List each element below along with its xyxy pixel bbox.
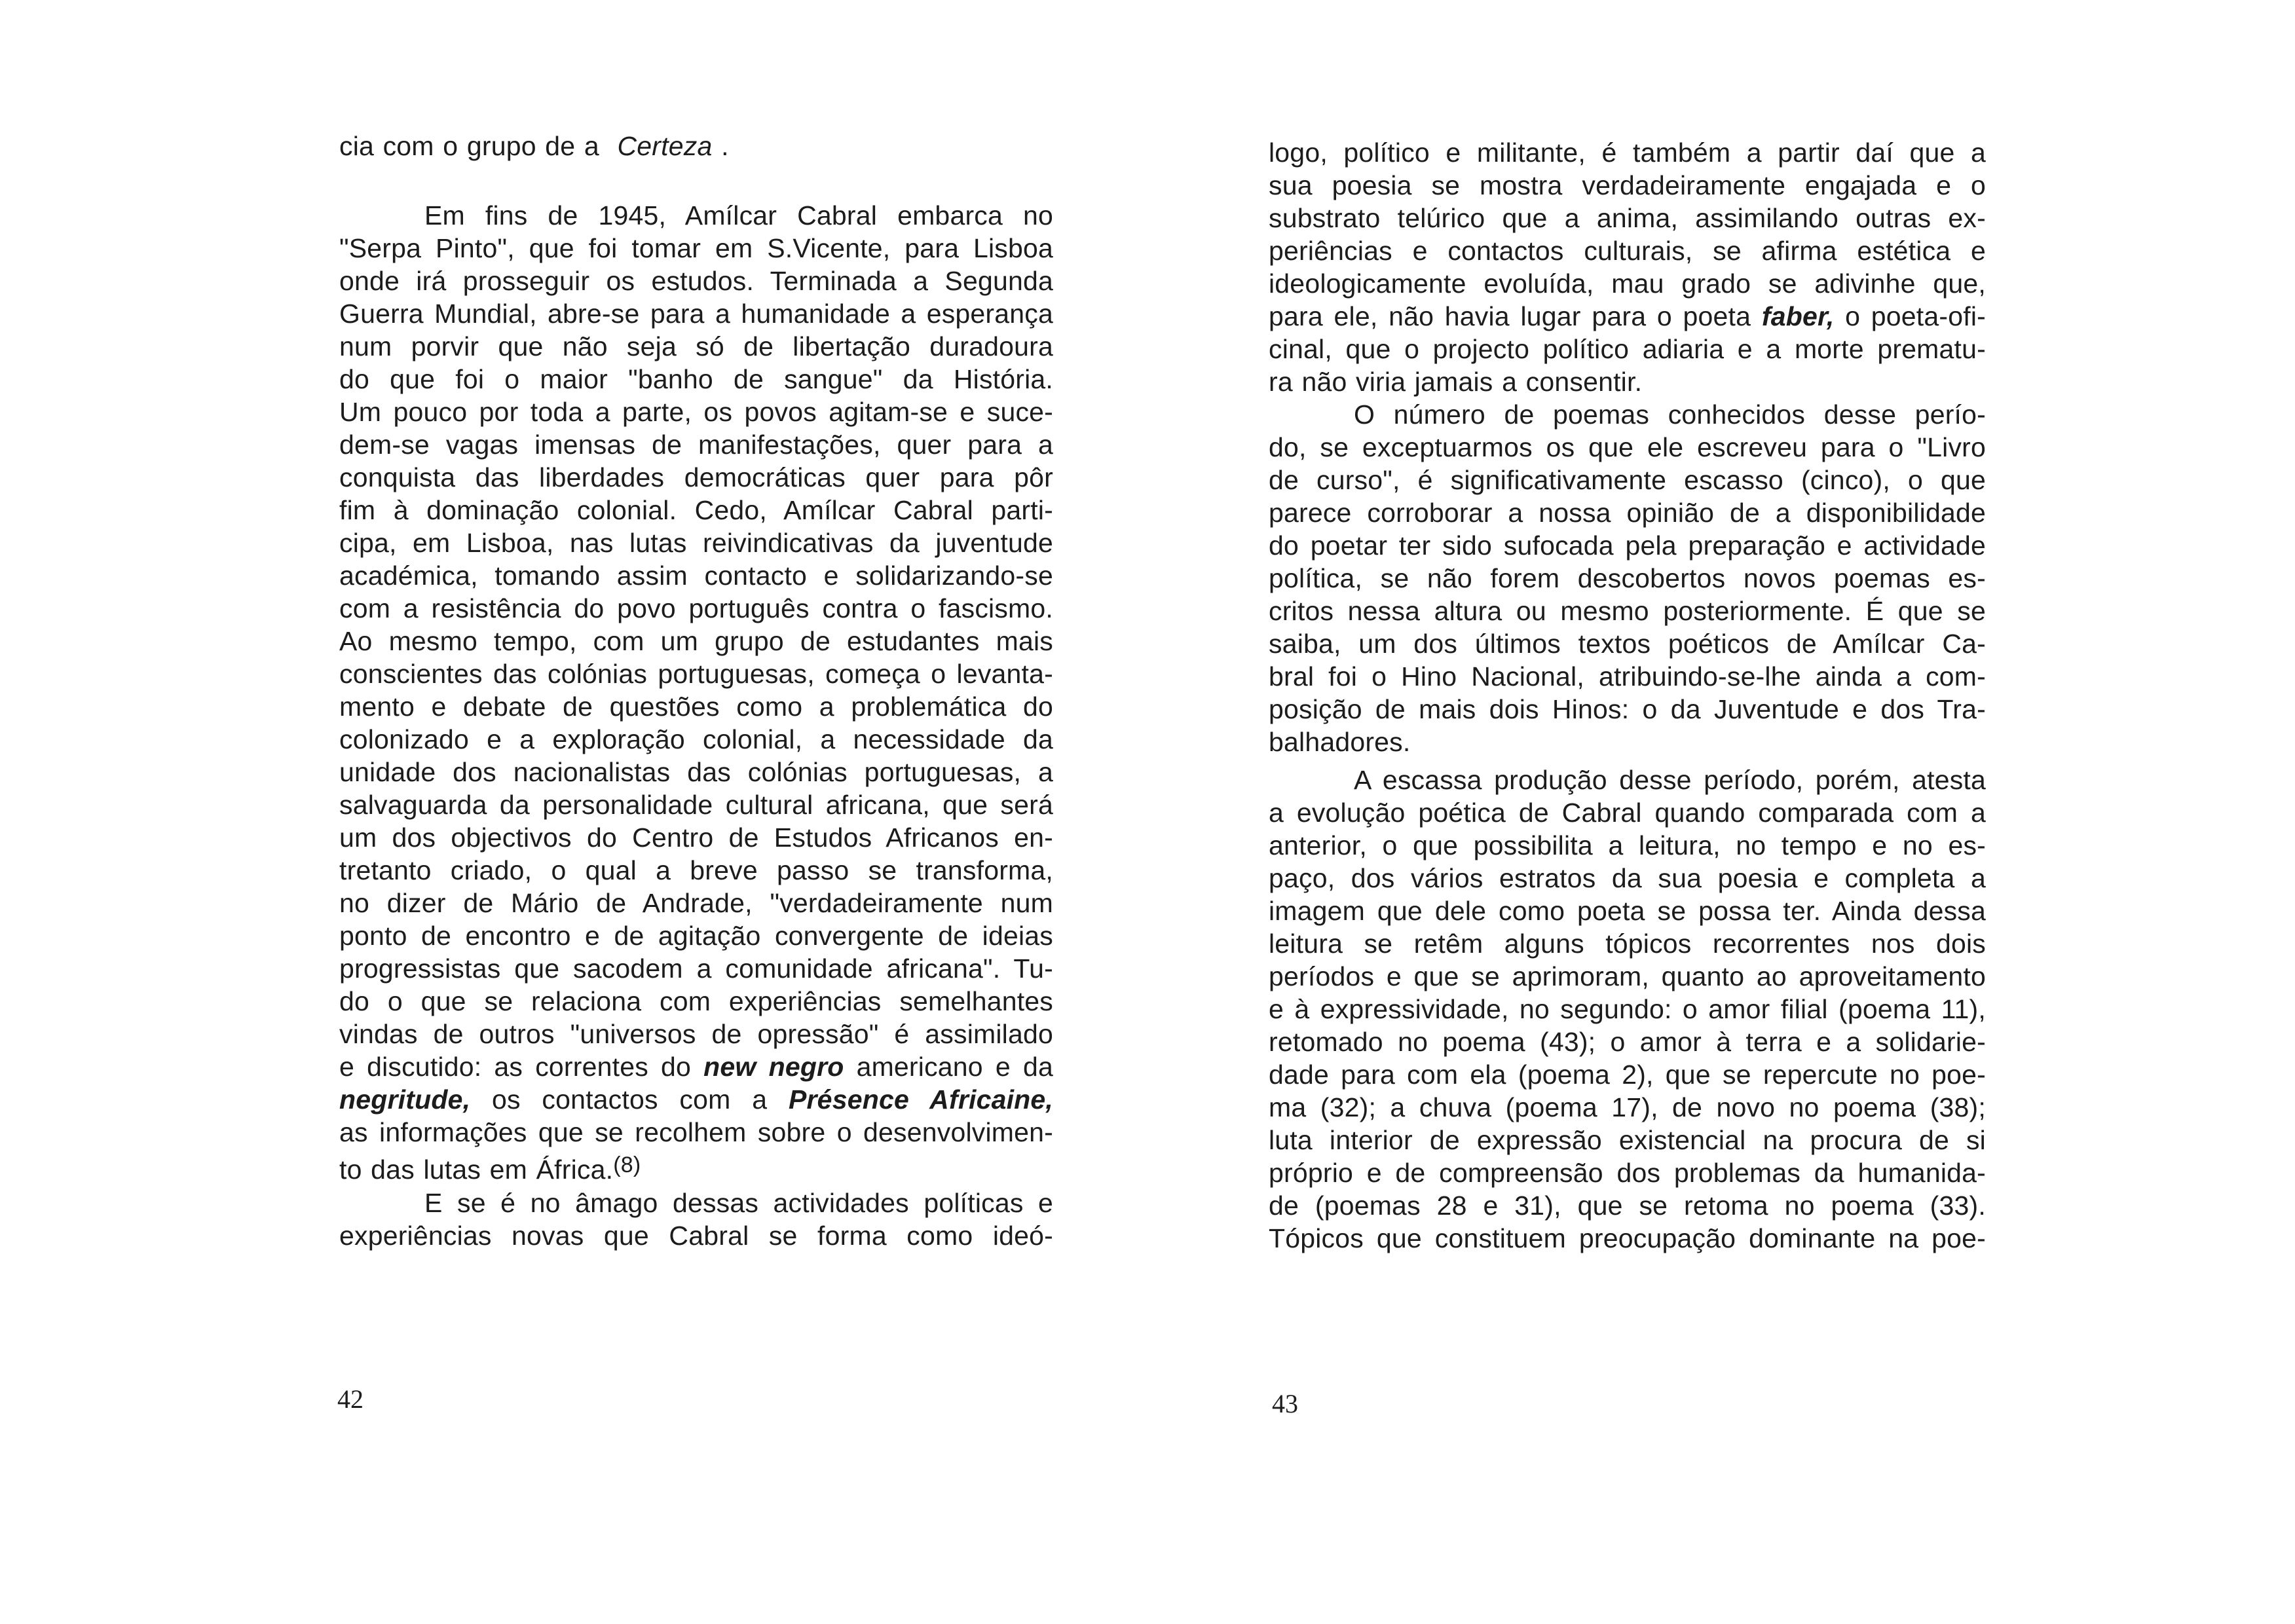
text-line: parece corroborar a nossa opinião de a disponibilidade: [1269, 498, 1986, 528]
text-line: A escassa produção desse período, porém, atesta: [1354, 765, 1986, 795]
text-line: de (poemas 28 e 31), que se retoma no poema (33).: [1269, 1190, 1986, 1221]
text-fragment: to das lutas em África.: [339, 1154, 614, 1185]
text-fragment: para ele, não havia lugar para o poeta: [1269, 301, 1751, 331]
text-line: imagem que dele como poeta se possa ter. Ainda dessa: [1269, 896, 1986, 926]
text-line: um dos objectivos do Centro de Estudos Africanos en-: [339, 822, 1053, 853]
text-line: Tópicos que constituem preocupação dominante na poe-: [1269, 1223, 1986, 1253]
emphasis-presence-africaine: Présence Africaine,: [788, 1084, 1054, 1115]
text-line: mento e debate de questões como a problemática do: [339, 692, 1053, 722]
text-line: salvaguarda da personalidade cultural africana, que será: [339, 790, 1053, 820]
text-line: balhadores.: [1269, 727, 1411, 757]
text-line: dade para com ela (poema 2), que se repercute no poe-: [1269, 1060, 1986, 1090]
text-line: do poetar ter sido sufocada pela preparação e actividade: [1269, 530, 1986, 561]
text-line: política, se não forem descobertos novos poemas es-: [1269, 563, 1986, 593]
right-paragraph-3: [1269, 764, 1986, 1255]
text-line: vindas de outros "universos de opressão" é assimilado: [339, 1019, 1053, 1049]
text-line: com a resistência do povo português contra o fascismo.: [339, 593, 1053, 623]
text-fragment: e discutido: as correntes do: [339, 1052, 692, 1082]
text-line: num porvir que não seja só de libertação duradoura: [339, 331, 1053, 361]
text-line: e à expressividade, no segundo: o amor filial (poema 11),: [1269, 994, 1986, 1024]
text-line: substrato telúrico que a anima, assimilando outras ex-: [1269, 203, 1986, 233]
text-fragment: o poeta-ofi-: [1845, 301, 1987, 331]
text-line-final: [339, 1149, 1053, 1185]
text-line: Em fins de 1945, Amílcar Cabral embarca no: [424, 200, 1053, 231]
right-page-text: [1269, 136, 1986, 1255]
text-line-faber: [1269, 300, 1986, 333]
text-line: a evolução poética de Cabral quando comparada com a: [1269, 798, 1986, 828]
text-line: fim à dominação colonial. Cedo, Amílcar Cabral parti-: [339, 495, 1053, 525]
text-fragment: americano e da: [856, 1052, 1054, 1082]
left-paragraph-1: [339, 199, 1054, 1185]
text-line: conscientes das colónias portuguesas, começa o levanta-: [339, 659, 1053, 689]
text-line: posição de mais dois Hinos: o da Juventude e dos Tra-: [1269, 694, 1986, 724]
text-line: do o que se relaciona com experiências semelhantes: [339, 986, 1053, 1016]
text-line: do que foi o maior "banho de sangue" da História.: [339, 364, 1053, 394]
text-line: E se é no âmago dessas actividades políticas e: [424, 1188, 1053, 1218]
text-line: ma (32); a chuva (poema 17), de novo no poema (38);: [1269, 1092, 1986, 1122]
text-line: retomado no poema (43); o amor à terra e a solidarie-: [1269, 1027, 1986, 1057]
text-line: luta interior de expressão existencial na procura de si: [1269, 1125, 1986, 1155]
page-number: 42: [337, 1384, 364, 1414]
text-line: académica, tomando assim contacto e solidarizando-se: [339, 561, 1053, 591]
text-line: próprio e de compreensão dos problemas da humanida-: [1269, 1158, 1986, 1188]
text-line: cipa, em Lisboa, nas lutas reivindicativas da juventude: [339, 528, 1053, 558]
left-page-text: [339, 130, 1053, 1252]
text-line: Um pouco por toda a parte, os povos agitam-se e suce-: [339, 397, 1053, 427]
text-line: progressistas que sacodem a comunidade africana". Tu-: [339, 953, 1053, 984]
text-line: no dizer de Mário de Andrade, "verdadeiramente num: [339, 888, 1053, 918]
text-line: anterior, o que possibilita a leitura, no tempo e no es-: [1269, 830, 1986, 860]
opening-line: [339, 130, 1053, 162]
text-line: conquista das liberdades democráticas quer para pôr: [339, 462, 1053, 492]
text-fragment: os contactos com a: [491, 1084, 768, 1115]
text-line: dem-se vagas imensas de manifestações, quer para a: [339, 430, 1053, 460]
opening-italic-title: Certeza: [617, 131, 713, 161]
text-line: ideologicamente evoluída, mau grado se adivinhe que,: [1269, 268, 1986, 299]
right-page: [1148, 0, 2295, 1624]
text-line: colonizado e a exploração colonial, a necessidade da: [339, 724, 1053, 754]
text-line: ponto de encontro e de agitação convergente de ideias: [339, 921, 1053, 951]
emphasis-negritude: negritude,: [339, 1084, 471, 1115]
emphasis-new-negro: new negro: [703, 1052, 844, 1082]
text-line: Guerra Mundial, abre-se para a humanidade a esperança: [339, 299, 1053, 329]
emphasis-faber: faber,: [1761, 301, 1835, 331]
text-line: cinal, que o projecto político adiaria e a morte prematu-: [1269, 334, 1986, 364]
left-paragraph-2: [339, 1187, 1053, 1252]
text-line-negritude: [339, 1083, 1053, 1116]
text-line: "Serpa Pinto", que foi tomar em S.Vicente, para Lisboa: [339, 233, 1053, 263]
text-line: unidade dos nacionalistas das colónias portuguesas, a: [339, 757, 1053, 787]
text-line: experiências novas que Cabral se forma como ideó-: [339, 1221, 1053, 1251]
page-number: 43: [1272, 1389, 1298, 1418]
text-line: bral foi o Hino Nacional, atribuindo-se-lhe ainda a com-: [1269, 661, 1986, 692]
text-line: onde irá prosseguir os estudos. Terminada a Segunda: [339, 266, 1053, 296]
text-line: tretanto criado, o qual a breve passo se transforma,: [339, 855, 1053, 885]
text-line: ra não viria jamais a consentir.: [1269, 367, 1643, 397]
opening-text: cia com o grupo de a: [339, 131, 599, 161]
text-line: leitura se retêm alguns tópicos recorrentes nos dois: [1269, 929, 1986, 959]
footnote-marker: (8): [613, 1153, 641, 1177]
text-line: do, se exceptuarmos os que ele escreveu para o "Livro: [1269, 432, 1986, 462]
text-line: critos nessa altura ou mesmo posteriormente. É que se: [1269, 596, 1986, 626]
text-line: O número de poemas conhecidos desse perío-: [1354, 399, 1986, 430]
right-paragraph-1: [1269, 136, 1986, 398]
text-line: Ao mesmo tempo, com um grupo de estudantes mais: [339, 626, 1053, 656]
opening-period: .: [721, 131, 729, 161]
text-line: saiba, um dos últimos textos poéticos de Amílcar Ca-: [1269, 629, 1986, 659]
text-line: de curso", é significativamente escasso (cinco), o que: [1269, 465, 1986, 495]
text-line: as informações que se recolhem sobre o desenvolvimen-: [339, 1117, 1053, 1147]
right-paragraph-2: [1269, 398, 1986, 758]
text-line: logo, político e militante, é também a partir daí que a: [1269, 138, 1986, 168]
text-line: paço, dos vários estratos da sua poesia e completa a: [1269, 863, 1986, 893]
text-line-new-negro: [339, 1050, 1053, 1083]
text-line: períodos e que se aprimoram, quanto ao aproveitamento: [1269, 961, 1986, 991]
text-line: periências e contactos culturais, se afirma estética e: [1269, 236, 1986, 266]
text-line: sua poesia se mostra verdadeiramente engajada e o: [1269, 170, 1986, 200]
